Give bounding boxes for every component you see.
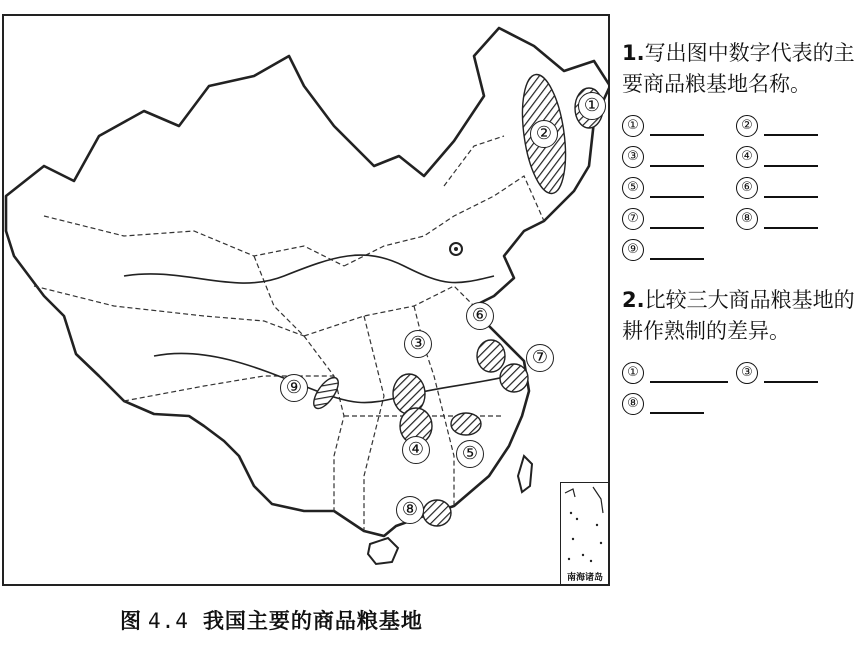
answer-row	[622, 110, 858, 141]
answer-label: ③	[622, 146, 644, 168]
question-2-number: 2.	[622, 288, 645, 312]
answer-row	[622, 388, 858, 419]
marker-7: ⑦	[526, 344, 554, 372]
answer-blank-8[interactable]	[764, 209, 818, 229]
answer-row	[622, 234, 858, 265]
marker-6: ⑥	[466, 302, 494, 330]
answer-label: ①	[622, 115, 644, 137]
caption-prefix: 图	[120, 609, 142, 633]
answer-label: ①	[622, 362, 644, 384]
marker-5: ⑤	[456, 440, 484, 468]
answer-blank-9[interactable]	[650, 240, 704, 260]
answer-blank-q2-8[interactable]	[650, 394, 704, 414]
question-panel	[622, 38, 858, 419]
taiwan-island	[518, 456, 532, 492]
answer-row	[622, 203, 858, 234]
marker-1: ①	[578, 92, 606, 120]
inset-islands	[561, 483, 609, 567]
answer-row	[622, 357, 858, 388]
question-2-answers	[622, 357, 858, 419]
answer-label: ③	[736, 362, 758, 384]
marker-9: ⑨	[280, 374, 308, 402]
answer-blank-7[interactable]	[650, 209, 704, 229]
caption-figure-number: 4.4	[148, 609, 189, 633]
rivers	[124, 255, 509, 402]
answer-blank-6[interactable]	[764, 178, 818, 198]
question-1-answers	[622, 110, 858, 265]
national-border	[6, 28, 610, 536]
base-region-6	[477, 340, 505, 372]
answer-blank-2[interactable]	[764, 116, 818, 136]
china-map-frame	[2, 14, 610, 586]
answer-label: ⑧	[736, 208, 758, 230]
base-region-7	[500, 364, 528, 392]
answer-label: ⑨	[622, 239, 644, 261]
answer-label: ⑤	[622, 177, 644, 199]
question-2	[622, 285, 858, 347]
base-region-5	[451, 413, 481, 435]
marker-2: ②	[530, 120, 558, 148]
inset-label: 南海诸岛	[566, 573, 603, 583]
answer-row	[622, 172, 858, 203]
answer-label: ⑦	[622, 208, 644, 230]
answer-blank-3[interactable]	[650, 147, 704, 167]
answer-label: ②	[736, 115, 758, 137]
answer-row	[622, 141, 858, 172]
marker-4: ④	[402, 436, 430, 464]
base-region-8	[423, 500, 451, 526]
answer-label: ⑧	[622, 393, 644, 415]
china-outline-map	[4, 16, 610, 586]
answer-blank-4[interactable]	[764, 147, 818, 167]
caption-title: 我国主要的商品粮基地	[202, 609, 423, 633]
hainan-island	[368, 538, 398, 564]
answer-blank-5[interactable]	[650, 178, 704, 198]
marker-3: ③	[404, 330, 432, 358]
provincial-boundaries	[34, 136, 544, 531]
figure-caption	[120, 605, 423, 635]
answer-label: ④	[736, 146, 758, 168]
answer-blank-q2-1[interactable]	[650, 363, 728, 383]
question-2-text: 比较三大商品粮基地的耕作熟制的差异。	[622, 288, 855, 343]
answer-label: ⑥	[736, 177, 758, 199]
question-1-text: 写出图中数字代表的主要商品粮基地名称。	[622, 41, 855, 96]
answer-blank-q2-3[interactable]	[764, 363, 818, 383]
question-1-number: 1.	[622, 41, 645, 65]
answer-blank-1[interactable]	[650, 116, 704, 136]
question-1	[622, 38, 858, 100]
south-china-sea-inset	[560, 482, 610, 586]
marker-8: ⑧	[396, 496, 424, 524]
